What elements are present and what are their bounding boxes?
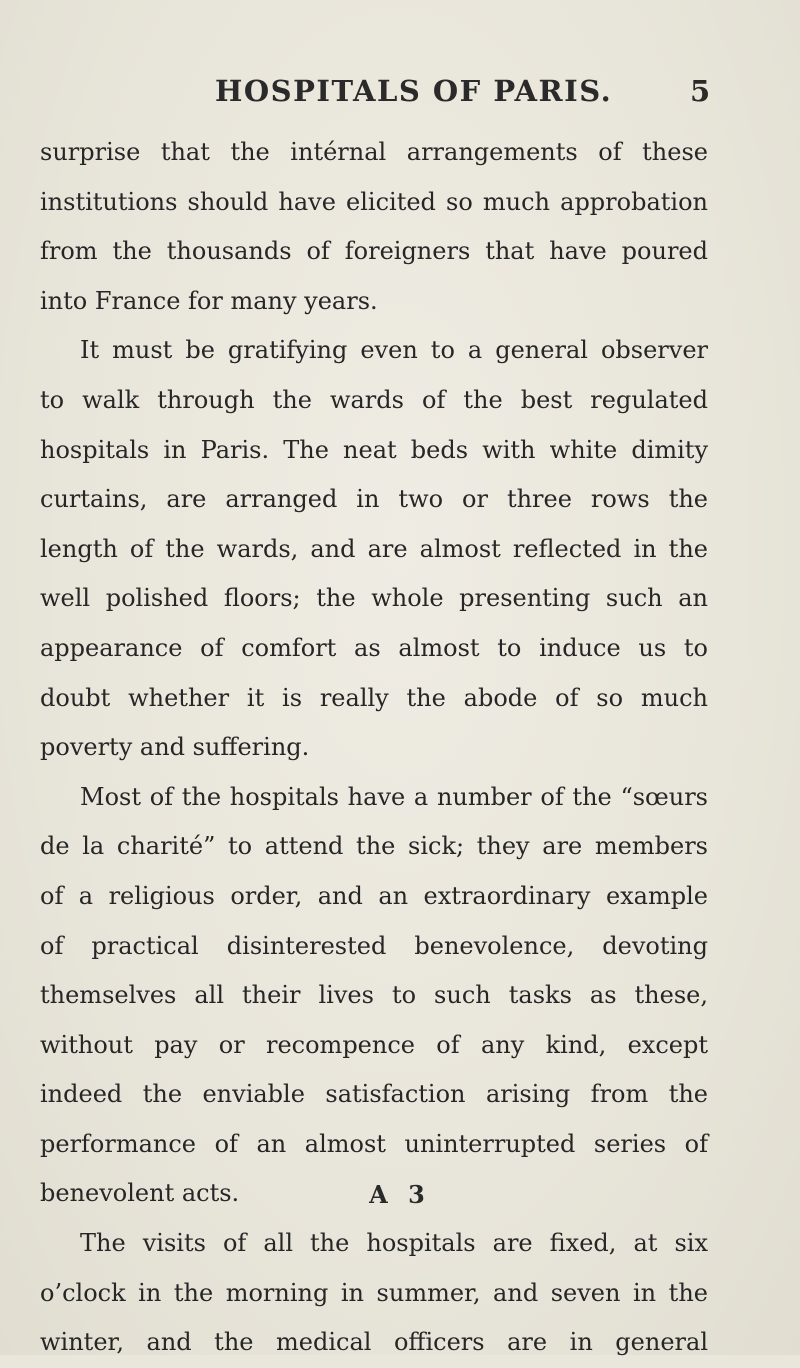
text-line: benevolent acts. xyxy=(40,1179,240,1208)
text-line: de la charité” to attend the sick; they are members xyxy=(40,832,708,861)
text-line: poverty and suffering. xyxy=(40,733,310,762)
text-line: from the thousands of foreigners that have poured xyxy=(40,237,708,266)
text-line: doubt whether it is really the abode of so much xyxy=(40,683,708,712)
text-line: indeed the enviable satisfaction arising from the xyxy=(40,1080,708,1109)
text-line: of a religious order, and an extraordinary example xyxy=(40,881,708,910)
text-line: appearance of comfort as almost to induce us to xyxy=(40,633,708,662)
text-line: The visits of all the hospitals are fixed, at six xyxy=(80,1229,708,1258)
text-line: well polished floors; the whole presenting such an xyxy=(40,584,708,613)
text-line: institutions should have elicited so much approbation xyxy=(40,187,708,216)
text-line: It must be gratifying even to a general observer xyxy=(80,336,708,365)
text-line: o’clock in the morning in summer, and seven in the xyxy=(40,1278,708,1307)
text-line: of practical disinterested benevolence, devoting xyxy=(40,931,708,960)
running-head: HOSPITALS OF PARIS. xyxy=(215,74,613,108)
text-line: Most of the hospitals have a number of the “sœurs xyxy=(80,782,708,811)
text-line: without pay or recompence of any kind, except xyxy=(40,1030,708,1059)
text-line: themselves all their lives to such tasks as these, xyxy=(40,981,708,1010)
text-line: hospitals in Paris. The neat beds with white dimity xyxy=(40,435,708,464)
page-header xyxy=(0,74,800,114)
page-number: 5 xyxy=(690,74,711,108)
text-line: performance of an almost uninterrupted series of xyxy=(40,1129,708,1158)
text-line: curtains, are arranged in two or three rows the xyxy=(40,485,708,514)
text-line: length of the wards, and are almost reflected in the xyxy=(40,534,708,563)
text-line: surprise that the intérnal arrangements of these xyxy=(40,138,708,166)
signature-mark: A 3 xyxy=(369,1180,431,1209)
text-line: winter, and the medical officers are in general xyxy=(40,1328,708,1357)
text-line: into France for many years. xyxy=(40,286,378,315)
text-line: to walk through the wards of the best regulated xyxy=(40,385,708,414)
